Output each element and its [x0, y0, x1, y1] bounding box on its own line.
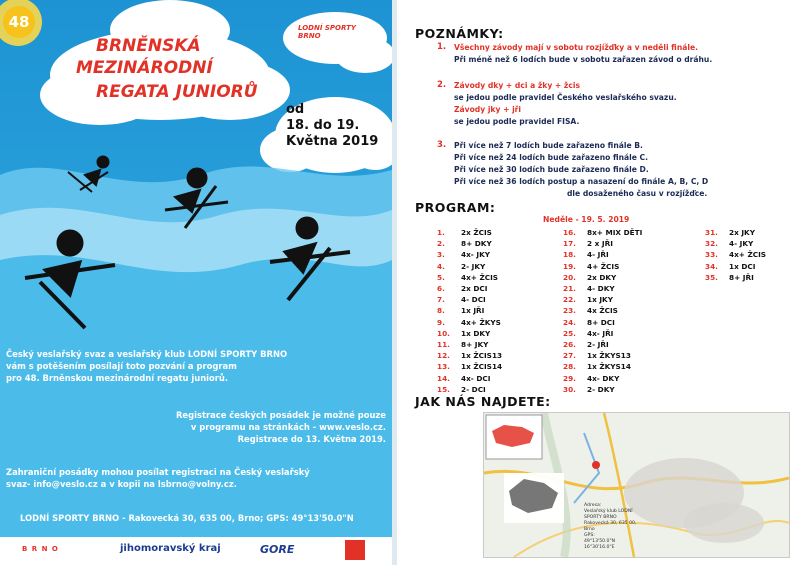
race-event: 1x DCI [729, 261, 756, 271]
note-line: Při více než 30 lodích bude zařazeno finále D. [454, 165, 649, 174]
registration-line: Registrace do 13. Května 2019. [237, 434, 386, 444]
program-row [563, 317, 642, 328]
invitation-line: pro 48. Brněnskou mezinárodní regatu juniorů. [6, 373, 229, 383]
race-number: 23. [563, 306, 576, 316]
note-number: 3. [437, 140, 447, 150]
note-line: se jedou podle pravidel Českého veslařského svazu. [454, 93, 677, 102]
race-number: 15. [437, 384, 450, 394]
program-row [705, 272, 766, 283]
race-event: 1x DKY [461, 328, 491, 338]
race-number: 6. [437, 284, 445, 294]
race-event: 4x+ ŽCIS [461, 272, 499, 282]
note-line: Při více než 36 lodích postup a nasazení do finále A, B, C, D [454, 177, 709, 186]
map-address-box [584, 503, 644, 551]
event-number-badge: 48 [3, 6, 35, 38]
race-event: 4- DKY [587, 284, 615, 294]
race-event: 4x+ ŽCIS [729, 250, 767, 260]
note-line: dle dosaženého času v rozjížďce. [567, 189, 708, 198]
race-event: 8+ DCI [587, 317, 615, 327]
program-row [437, 227, 502, 238]
program-row [437, 328, 502, 339]
club-logo-text: LODNÍ SPORTY BRNO [298, 24, 356, 40]
race-event: 2x ŽCIS [461, 228, 492, 237]
race-number: 31. [705, 228, 718, 237]
program-column [437, 227, 502, 395]
race-number: 35. [705, 272, 718, 282]
registration-line: v programu na stránkách - www.veslo.cz. [190, 422, 386, 432]
title-line-1: BRNĚNSKÁ [96, 36, 201, 56]
race-event: 4x- JKY [461, 250, 491, 260]
foreign-text [6, 466, 310, 490]
program-row [437, 249, 502, 260]
race-number: 22. [563, 295, 576, 305]
race-event: 1x ŽCIS13 [461, 351, 503, 361]
race-event: 2x DKY [587, 272, 617, 282]
race-number: 16. [563, 228, 576, 237]
note-line: se jedou podle pravidel FISA. [454, 117, 580, 126]
title-line-2: MEZINÁRODNÍ [76, 58, 213, 78]
program-row [563, 361, 642, 372]
race-event: 4x- DCI [461, 373, 491, 383]
date-line-2: 18. do 19. [286, 118, 360, 133]
program-row [437, 283, 502, 294]
race-event: 4x+ ŽKYS [461, 317, 501, 327]
program-row [437, 317, 502, 328]
note-line: Závody dky + dci a žky + žcis [454, 81, 580, 90]
race-event: 4x ŽCIS [587, 306, 618, 316]
race-number: 2. [437, 239, 445, 249]
brno-logo: B R N O [22, 545, 59, 553]
registration-text [176, 409, 386, 445]
jmk-logo: jihomoravský kraj [120, 543, 221, 554]
program-row [563, 283, 642, 294]
program-row [437, 361, 502, 372]
race-number: 8. [437, 306, 445, 316]
race-number: 12. [437, 351, 450, 361]
title-line-3: REGATA JUNIORŮ [96, 82, 258, 102]
program-row [705, 238, 766, 249]
program-row [437, 294, 502, 305]
program-row [563, 305, 642, 316]
race-number: 20. [563, 272, 576, 282]
race-event: 2- JŘI [587, 340, 609, 350]
gore-logo: GORE [260, 543, 295, 556]
foreign-line: Zahraniční posádky mohou posílat registraci na Český veslařský [6, 467, 310, 477]
map-label: GPS: [584, 533, 595, 538]
event-dates [286, 102, 392, 150]
date-line-1: od [286, 102, 305, 117]
race-number: 19. [563, 261, 576, 271]
program-row [563, 272, 642, 283]
note-number: 2. [437, 80, 447, 90]
race-number: 14. [437, 373, 450, 383]
race-event: 2x JKY [729, 228, 755, 237]
race-number: 10. [437, 328, 450, 338]
race-number: 27. [563, 351, 576, 361]
race-event: 4x- DKY [587, 373, 620, 383]
program-row [437, 305, 502, 316]
location-map[interactable] [483, 412, 790, 558]
program-row [705, 261, 766, 272]
race-number: 7. [437, 295, 445, 305]
program-row [437, 272, 502, 283]
program-row [563, 339, 642, 350]
race-event: 4x- JŘI [587, 328, 614, 338]
note-line: Všechny závody mají v sobotu rozjížďky a v neděli finále. [454, 43, 698, 52]
program-row [563, 249, 642, 260]
race-number: 25. [563, 328, 576, 338]
race-event: 4- JŘI [587, 250, 609, 260]
club-logo [298, 24, 368, 40]
program-row [563, 350, 642, 361]
race-event: 8+ JKY [461, 340, 489, 350]
program-row [563, 373, 642, 384]
notes-title: POZNÁMKY: [415, 26, 504, 41]
race-number: 24. [563, 317, 576, 327]
map-label: Veslařský klub LODNÍ SPORTY BRNO [584, 509, 633, 520]
race-number: 11. [437, 340, 450, 350]
race-number: 4. [437, 261, 445, 271]
program-column [563, 227, 642, 395]
date-line-3: Května 2019 [286, 134, 379, 149]
find-us-title: JAK NÁS NAJDETE: [415, 394, 551, 409]
map-label: Adresa: [584, 503, 602, 508]
program-column [705, 227, 766, 283]
note-line: Při méně než 6 lodích bude v sobotu zařazen závod o dráhu. [454, 55, 713, 64]
race-event: 4- JKY [729, 239, 754, 249]
location-pin-icon [592, 461, 600, 469]
program-row [437, 350, 502, 361]
race-event: 1x JŘI [461, 306, 485, 316]
race-event: 4- DCI [461, 295, 486, 305]
program-title: PROGRAM: [415, 200, 496, 215]
race-event: 2- DKY [587, 384, 615, 394]
program-row [437, 238, 502, 249]
foreign-line: svaz- info@veslo.cz a v kopii na lsbrno@volny.cz. [6, 479, 237, 489]
program-row [563, 384, 642, 395]
program-row [563, 227, 642, 238]
race-number: 17. [563, 239, 576, 249]
program-row [705, 249, 766, 260]
program-row [437, 261, 502, 272]
race-event: 4+ ŽCIS [587, 261, 620, 271]
race-number: 9. [437, 317, 445, 327]
note-line: Závody jky + jři [454, 105, 522, 114]
program-row [437, 373, 502, 384]
map-label: 49°13'50.0"N 16°30'16.0"E [584, 539, 616, 550]
crest-icon [345, 540, 365, 560]
race-number: 3. [437, 250, 445, 260]
cover-panel [0, 0, 392, 565]
race-number: 29. [563, 373, 576, 383]
race-event: 2x DCI [461, 284, 488, 294]
race-event: 8x+ MIX DĚTI [587, 228, 643, 237]
club-address: LODNÍ SPORTY BRNO - Rakovecká 30, 635 00, Brno; GPS: 49°13'50.0"N [20, 513, 354, 523]
program-row [563, 328, 642, 339]
race-number: 18. [563, 250, 576, 260]
race-number: 26. [563, 340, 576, 350]
race-event: 8+ DKY [461, 239, 492, 249]
program-row [563, 294, 642, 305]
note-line: Při více než 24 lodích bude zařazeno finále C. [454, 153, 648, 162]
race-event: 2 x JŘI [587, 239, 613, 249]
race-number: 32. [705, 239, 718, 249]
race-number: 30. [563, 384, 576, 394]
registration-line: Registrace českých posádek je možné pouze [175, 410, 386, 420]
race-event: 1x ŽKYS14 [587, 362, 631, 372]
race-number: 34. [705, 261, 718, 271]
program-day: Neděle - 19. 5. 2019 [543, 215, 630, 224]
race-event: 1x ŽCIS14 [461, 362, 503, 372]
note-number: 1. [437, 42, 447, 52]
program-row [563, 238, 642, 249]
race-event: 1x ŽKYS13 [587, 351, 631, 361]
program-row [437, 339, 502, 350]
race-event: 1x JKY [587, 295, 613, 305]
race-number: 13. [437, 362, 450, 372]
map-label: Rakovecká 30, 635 00, Brno [584, 521, 637, 532]
invitation-line: Český veslařský svaz a veslařský klub LODNÍ SPORTY BRNO [6, 349, 288, 359]
invitation-text [6, 348, 287, 384]
race-event: 2- DCI [461, 384, 486, 394]
race-number: 1. [437, 228, 445, 237]
race-event: 2- JKY [461, 261, 486, 271]
note-line: Při více než 7 lodích bude zařazeno finále B. [454, 141, 643, 150]
race-number: 33. [705, 250, 718, 260]
race-number: 21. [563, 284, 576, 294]
program-row [563, 261, 642, 272]
race-event: 8+ JŘI [729, 272, 754, 282]
invitation-line: vám s potěšením posílají toto pozvání a program [6, 361, 237, 371]
program-row [705, 227, 766, 238]
race-number: 5. [437, 272, 445, 282]
race-number: 28. [563, 362, 576, 372]
